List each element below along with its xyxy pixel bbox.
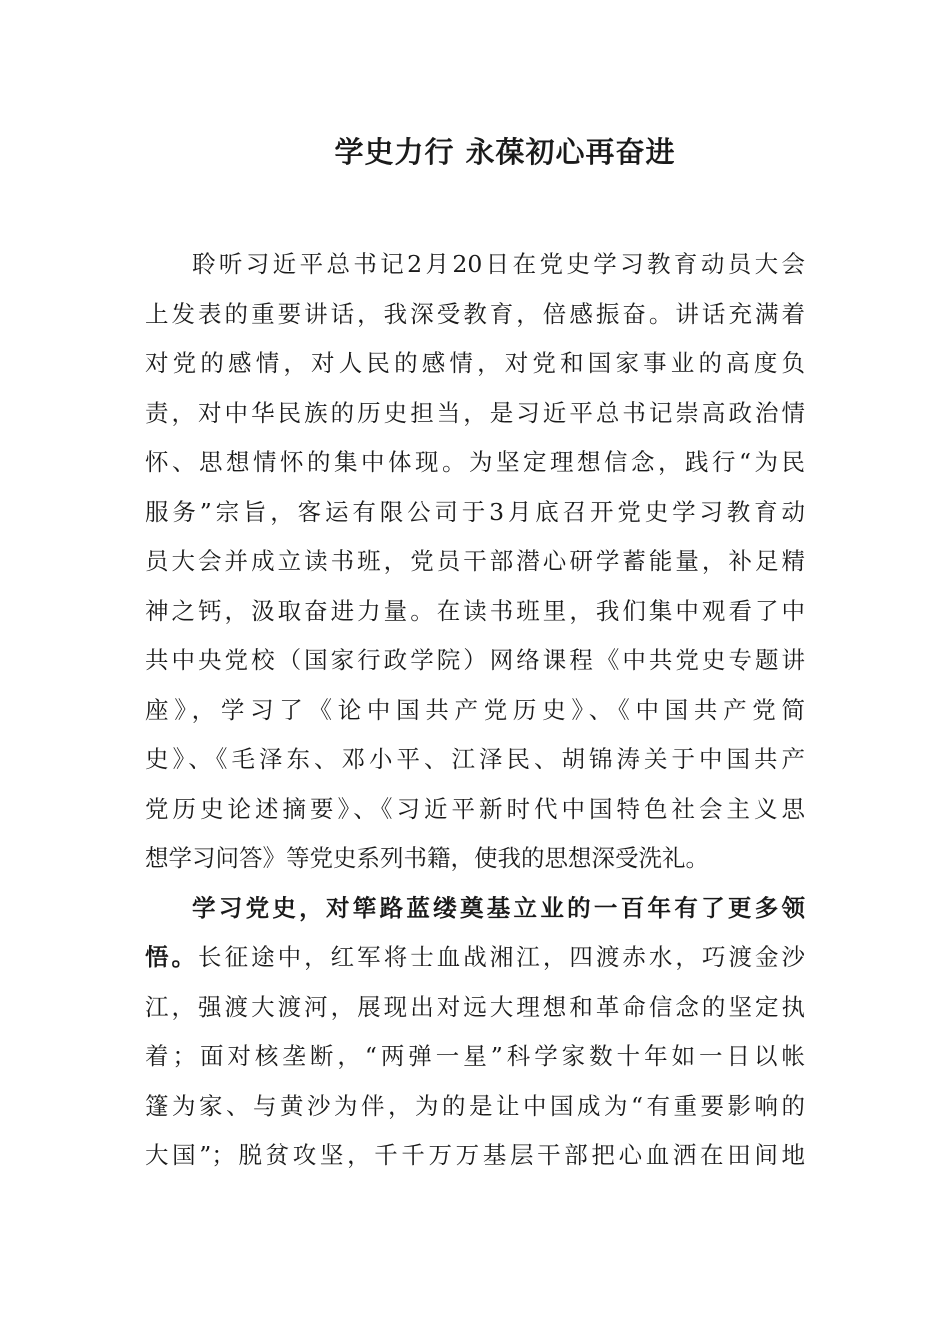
paragraph-lead-tail: 悟。 <box>145 943 199 971</box>
paragraph-2 <box>145 884 805 1181</box>
paragraph-line: 神之钙，汲取奋进力量。在读书班里，我们集中观看了中 <box>145 596 805 625</box>
paragraph-line: 想学习问答》等党史系列书籍，使我的思想深受洗礼。 <box>145 844 709 872</box>
paragraph-line: 上发表的重要讲话，我深受教育，倍感振奋。讲话充满着 <box>145 299 805 328</box>
paragraph-line: 史》、《毛泽东、邓小平、江泽民、胡锦涛关于中国共产 <box>145 745 805 773</box>
paragraph-line: 聆听习近平总书记2月20日在党史学习教育动员大会 <box>192 250 805 278</box>
paragraph-line: 员大会并成立读书班，党员干部潜心研学蓄能量，补足精 <box>145 547 805 575</box>
paragraph-line: 江，强渡大渡河，展现出对远大理想和革命信念的坚定执 <box>145 992 805 1021</box>
paragraph-line-rest: 长征途中，红军将士血战湘江，四渡赤水，巧渡金沙 <box>198 943 806 971</box>
paragraph-1 <box>145 240 805 884</box>
paragraph-line: 怀、思想情怀的集中体现。为坚定理想信念，践行“为民 <box>145 448 805 476</box>
paragraph-line: 座》，学习了《论中国共产党历史》、《中国共产党简 <box>145 695 805 724</box>
paragraph-line: 篷为家、与黄沙为伴，为的是让中国成为“有重要影响的 <box>145 1091 805 1120</box>
paragraph-line: 党历史论述摘要》、《习近平新时代中国特色社会主义思 <box>145 794 805 823</box>
paragraph-line <box>145 933 805 983</box>
paragraph-line: 着；面对核垄断，“两弹一星”科学家数十年如一日以帐 <box>145 1042 805 1070</box>
paragraph-line: 共中央党校（国家行政学院）网络课程《中共党史专题讲 <box>145 646 805 674</box>
document-body <box>145 240 805 1181</box>
paragraph-lead-line: 学习党史，对筚路蓝缕奠基立业的一百年有了更多领 <box>192 893 805 922</box>
paragraph-line: 大国”；脱贫攻坚，千千万万基层干部把心血洒在田间地 <box>145 1141 805 1169</box>
document-title: 学史力行 永葆初心再奋进 <box>334 135 676 169</box>
paragraph-line: 对党的感情，对人民的感情，对党和国家事业的高度负 <box>145 349 805 377</box>
paragraph-line: 服务”宗旨，客运有限公司于3月底召开党史学习教育动 <box>145 497 805 526</box>
paragraph-line: 责，对中华民族的历史担当，是习近平总书记崇高政治情 <box>145 398 805 427</box>
